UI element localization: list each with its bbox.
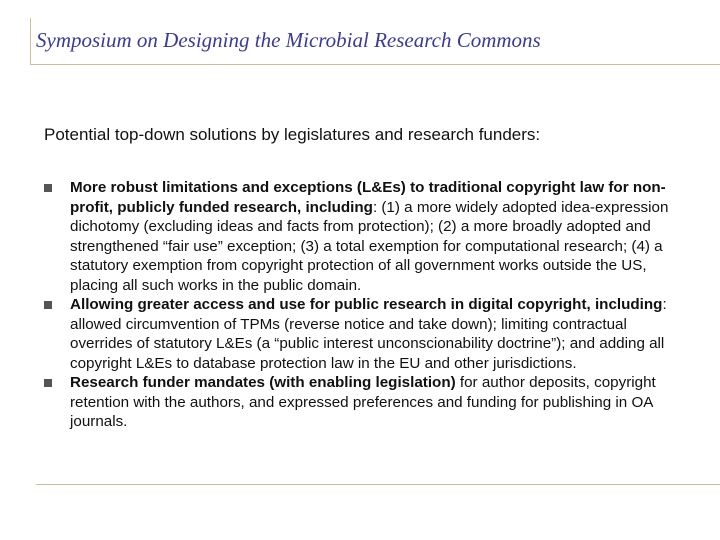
footer-divider <box>36 484 720 485</box>
bullet-heading: More robust limitations and exceptions (L&Es) to traditional copyright law for non-profit, publicly funded research, including <box>70 179 666 216</box>
title-accent-line <box>30 18 31 65</box>
title-underline <box>30 64 720 65</box>
square-bullet-icon <box>44 184 52 192</box>
bullet-item <box>44 295 684 373</box>
square-bullet-icon <box>44 379 52 387</box>
slide-title: Symposium on Designing the Microbial Research Commons <box>36 28 541 52</box>
square-bullet-icon <box>44 301 52 309</box>
bullet-text: : allowed circumvention of TPMs (reverse notice and take down); limiting contractual overrides of statutory L&Es (a “public interest unconscionability doctrine”); and adding all copyright L&Es to database protection law in the EU and other jurisdictions. <box>70 296 667 372</box>
bullet-text: : (1) a more widely adopted idea-expression dichotomy (excluding ideas and facts from protection); (2) a more broadly adopted and strengthened “fair use” exception; (3) a total exemption for computational research; (4) a statutory exemption from copyright protection of all government works outside the US, placing all such works in the public domain. <box>70 198 669 294</box>
bullet-heading: Allowing greater access and use for public research in digital copyright, including <box>70 296 663 313</box>
bullet-heading: Research funder mandates (with enabling legislation) <box>70 374 456 391</box>
bullet-text: for author deposits, copyright retention with the authors, and expressed preferences and funding for publishing in OA journals. <box>70 374 656 430</box>
slide-subtitle: Potential top-down solutions by legislatures and research funders: <box>44 125 541 144</box>
bullet-item <box>44 373 684 432</box>
bullet-list <box>44 178 684 432</box>
bullet-item <box>44 178 684 295</box>
